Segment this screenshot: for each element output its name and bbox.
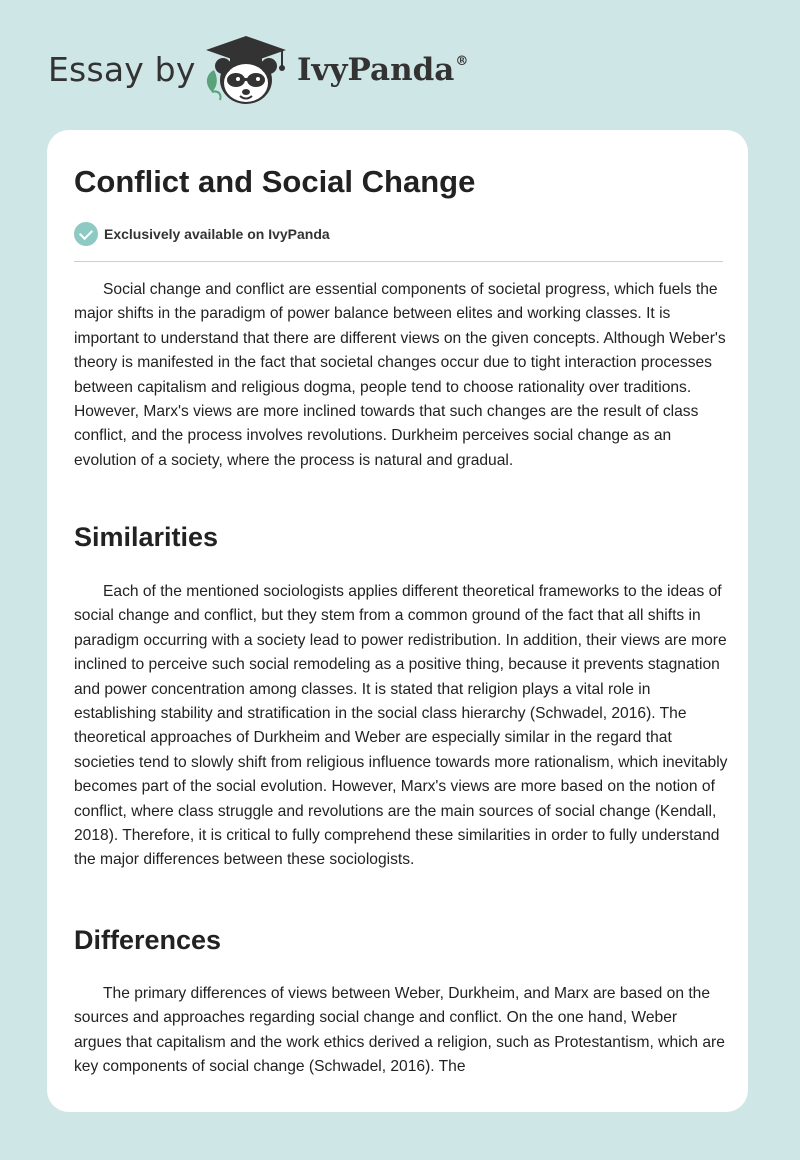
brand-name[interactable] <box>297 52 468 88</box>
check-circle-icon <box>74 222 98 246</box>
differences-heading: Differences <box>74 925 222 955</box>
site-header <box>0 0 800 130</box>
brand-text: IvyPanda <box>297 52 455 88</box>
registered-mark: ® <box>455 54 469 69</box>
divider <box>74 261 723 262</box>
article-card <box>47 130 748 1112</box>
intro-paragraph: Social change and conflict are essential components of societal progress, which fuels the major shifts in the paradigm of power balance between elites and working classes. It is important to understand that there are different views on the given concepts. Although Weber's theory is manifested in the fact that societal changes occur due to tight interaction processes between capitalism and religious dogma, people tend to choose rationality over traditions. However, Marx's views are more inclined towards that such changes are the result of class conflict, and the process involves revolutions. Durkheim perceives social change as an evolution of a society, where the process is natural and gradual. <box>74 281 726 469</box>
differences-paragraph: The primary differences of views between Weber, Durkheim, and Marx are based on the sources and approaches regarding social change and conflict. On the one hand, Weber argues that capitalism and the work ethics derived a religion, such as Protestantism, which are key components of social change (Schwadel, 2016). The <box>74 985 725 1076</box>
exclusive-badge <box>74 222 330 246</box>
exclusive-badge-label: Exclusively available on IvyPanda <box>104 226 330 242</box>
intro-section <box>74 278 729 473</box>
similarities-heading: Similarities <box>74 522 219 552</box>
similarities-paragraph: Each of the mentioned sociologists applies different theoretical frameworks to the ideas of social change and conflict, but they stem from a common ground of the fact that all shifts in paradigm occurring with a society lead to power redistribution. In addition, their views are more inclined to perceive such social remodeling as a positive thing, because it prevents stagnation and power concentration among classes. It is stated that religion plays a vital role in establishing stability and stratification in the social class hierarchy (Schwadel, 2016). The theoretical approaches of Durkheim and Weber are especially similar in the regard that societies tend to slowly shift from religious influence towards more rationalism, which inevitably becomes part of the social evolution. However, Marx's views are more based on the notion of conflict, where class struggle and revolutions are the main sources of social change (Kendall, 2018). Therefore, it is critical to fully comprehend these similarities in order to fully understand the major differences between these sociologists. <box>74 583 728 869</box>
article-title: Conflict and Social Change <box>74 164 476 199</box>
similarities-section <box>74 580 729 873</box>
differences-section <box>74 982 729 1080</box>
essay-by-label: Essay by <box>48 50 196 89</box>
panda-logo-icon[interactable] <box>198 30 294 110</box>
